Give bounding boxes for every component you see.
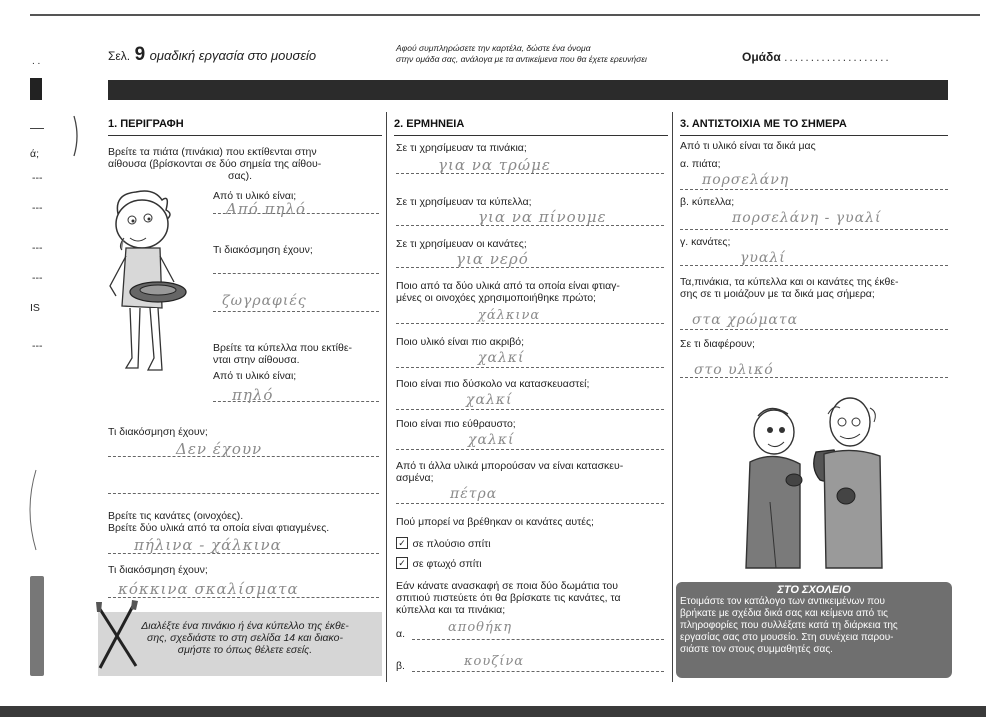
- text-line: σης σε τι μοιάζουν με τα δικά μας σήμερα;: [680, 288, 875, 300]
- text-line: Ποιο από τα δύο υλικά από τα οποία είναι φτιαγ-: [396, 280, 620, 292]
- s2-label-a: α.: [396, 628, 405, 640]
- text-line: Βρείτε δύο υλικά από τα οποία είναι φτιαγμένες.: [108, 522, 330, 534]
- column-divider: [672, 112, 673, 682]
- s3-a3: στο υλικό: [694, 362, 774, 378]
- checkbox-checked-icon[interactable]: ✓: [396, 557, 408, 569]
- s2-a10a-line[interactable]: [412, 638, 664, 640]
- s2-option-poor[interactable]: [396, 554, 482, 572]
- text-line: εργασίας σας στο μουσείο. Στη συνέχεια παρου-: [680, 632, 894, 643]
- school-box-title: ΣΤΟ ΣΧΟΛΕΙΟ: [777, 584, 851, 596]
- s3-a2: στα χρώματα: [692, 312, 799, 328]
- s2-q2: Σε τι χρησίμευαν τα κύπελλα;: [396, 196, 532, 208]
- s2-a2: για να πίνουμε: [478, 208, 607, 226]
- text-line: Εάν κάνατε ανασκαφή σε ποια δύο δωμάτια του: [396, 580, 619, 592]
- team-dots: ....................: [784, 50, 891, 64]
- page-title: ομαδική εργασία στο μουσείο: [149, 48, 317, 63]
- margin-mark: ---: [32, 202, 43, 214]
- text-line: κύπελλα και τα πινάκια;: [396, 604, 506, 616]
- section2-rule: [394, 135, 668, 136]
- s2-q6: Ποιο είναι πιο δύσκολο να κατασκευαστεί;: [396, 378, 590, 390]
- two-men-pouring-illustration: [730, 392, 900, 568]
- text-line: σης, σχεδιάστε το στη σελίδα 14 και διακο-: [146, 632, 344, 644]
- s1-plates-material-answer: Από πηλό: [226, 200, 306, 218]
- text-line: Από τι άλλα υλικά μπορούσαν να είναι κατασκευ-: [396, 460, 624, 472]
- text-line: σιάστε τον στους συμμαθητές σας.: [680, 644, 833, 655]
- text-line: σπιτιού πιστεύετε ότι θα βρίσκατε τις κανάτες, τα: [396, 592, 621, 604]
- text-line: σας).: [228, 170, 253, 182]
- school-box: [676, 582, 952, 678]
- margin-mark: ---: [32, 272, 43, 284]
- s2-a3: για νερό: [456, 250, 529, 268]
- margin-gray-tab: [30, 576, 44, 676]
- s2-option-rich[interactable]: [396, 534, 491, 552]
- s3-a-cups-line[interactable]: [680, 228, 948, 230]
- s2-a6-line[interactable]: [396, 408, 664, 410]
- binding-curve: [24, 470, 40, 550]
- s3-q-plates: α. πιάτα;: [680, 158, 721, 170]
- team-label: Ομάδα: [742, 50, 781, 64]
- option-label: σε φτωχό σπίτι: [412, 558, 482, 570]
- s3-q3: Σε τι διαφέρουν;: [680, 338, 755, 350]
- instructions-line: στην ομάδα σας, ανάλογα με τα αντικείμενα που θα έχετε ερευνήσει: [396, 54, 647, 64]
- s1-cups-decoration-answer: Δεν έχουν: [176, 440, 263, 458]
- s1-cups-decoration-question: Τι διακόσμηση έχουν;: [108, 426, 208, 438]
- margin-dots: . .: [32, 56, 41, 67]
- page-number: 9: [134, 44, 146, 65]
- instructions-line: Αφού συμπληρώσετε την καρτέλα, δώστε ένα όνομα: [396, 43, 591, 53]
- s2-a10b-line[interactable]: [412, 670, 664, 672]
- s3-a-cups: πορσελάνη - γυαλί: [732, 210, 882, 226]
- s1-jugs-decoration-question: Τι διακόσμηση έχουν;: [108, 564, 208, 576]
- text-line: βρήκατε με σχέδια δικά σας και κείμενα από τις: [680, 608, 888, 619]
- s2-a8-line[interactable]: [396, 502, 664, 504]
- s1-plates-decoration-answer: ζωγραφιές: [222, 293, 307, 309]
- text-line: νται στην αίθουσα.: [213, 354, 300, 366]
- section3-title: 3. ΑΝΤΙΣΤΟΙΧΙΑ ΜΕ ΤΟ ΣΗΜΕΡΑ: [680, 118, 847, 130]
- text-line: Βρείτε τα πιάτα (πινάκια) που εκτίθενται στην: [108, 146, 317, 158]
- text-line: αίθουσα (βρίσκονται σε δύο σημεία της αίθου-: [108, 158, 322, 170]
- text-line: πληροφορίες που συλλέξατε κατά τη διάρκεια της: [680, 620, 898, 631]
- margin-mark: ---: [32, 340, 43, 352]
- s2-q5: Ποιο υλικό είναι πιο ακριβό;: [396, 336, 525, 348]
- s1-jugs-materials-answer: πήλινα - χάλκινα: [134, 536, 282, 554]
- s1-cups-question: [213, 342, 352, 366]
- s2-a4: χάλκινα: [478, 308, 541, 323]
- s2-a7: χαλκί: [468, 432, 515, 448]
- boy-with-plate-illustration: [96, 186, 208, 382]
- s1-plates-decoration-line2[interactable]: [213, 310, 379, 312]
- margin-block-top: [30, 78, 42, 100]
- s3-q2: [680, 276, 899, 300]
- s2-q7: Ποιο είναι πιο εύθραυστο;: [396, 418, 516, 430]
- s2-a7-line[interactable]: [396, 448, 664, 450]
- s3-a-plates: πορσελάνη: [702, 172, 790, 188]
- header-bar: [108, 80, 948, 100]
- school-box-text: [676, 596, 952, 656]
- margin-mark: IS: [30, 302, 40, 314]
- s1-note-text: [114, 620, 376, 656]
- margin-mark: ---: [32, 242, 43, 254]
- text-line: Ετοιμάστε τον κατάλογο των αντικειμένων που: [680, 596, 885, 607]
- s1-plates-material-question: Από τι υλικό είναι;: [213, 190, 297, 202]
- top-rule: [30, 14, 980, 16]
- column-divider: [386, 112, 387, 682]
- s2-a10b: κουζίνα: [464, 654, 525, 669]
- s1-jugs-decoration-answer: κόκκινα σκαλίσματα: [118, 580, 299, 598]
- s3-a-jugs-line[interactable]: [680, 264, 948, 266]
- s3-q-cups: β. κύπελλα;: [680, 196, 735, 208]
- page-label: Σελ.: [108, 49, 131, 63]
- s3-q-jugs: γ. κανάτες;: [680, 236, 731, 248]
- s1-plates-question: [108, 146, 383, 182]
- s1-plates-decoration-question: Τι διακόσμηση έχουν;: [213, 244, 313, 256]
- s1-cups-material-answer: πηλό: [232, 386, 274, 404]
- text-line: ασμένα;: [396, 472, 434, 484]
- margin-mark: ---: [32, 172, 43, 184]
- text-line: Τα,πινάκια, τα κύπελλα και οι κανάτες της έκθε-: [680, 276, 899, 288]
- scan-bottom-edge: [0, 706, 986, 717]
- section2-title: 2. ΕΡΜΗΝΕΙΑ: [394, 118, 465, 130]
- s2-q4: [396, 280, 620, 304]
- section1-title: 1. ΠΕΡΙΓΡΑΦΗ: [108, 118, 184, 130]
- s2-a8: πέτρα: [450, 486, 498, 502]
- s2-q3: Σε τι χρησίμευαν οι κανάτες;: [396, 238, 527, 250]
- s3-q1: Από τι υλικό είναι τα δικά μας: [680, 140, 816, 152]
- text-line: Βρείτε τις κανάτες (οινοχόες).: [108, 510, 244, 522]
- s3-a-jugs: γυαλί: [740, 250, 786, 266]
- s2-label-b: β.: [396, 660, 405, 672]
- margin-dash: [30, 128, 44, 129]
- s2-a5-line[interactable]: [396, 366, 664, 368]
- s2-a10a: αποθήκη: [448, 620, 513, 635]
- text-line: σμήστε το όπως θέλετε εσείς.: [177, 644, 313, 656]
- team-field[interactable]: [742, 50, 891, 64]
- s1-plates-decoration-line1[interactable]: [213, 272, 379, 274]
- s1-cups-material-question: Από τι υλικό είναι;: [213, 370, 297, 382]
- section3-rule: [680, 135, 948, 136]
- s2-q8: [396, 460, 623, 484]
- s3-a2-line[interactable]: [680, 328, 948, 330]
- text-line: μένες οι οινοχόες χρησιμοποιήθηκε πρώτο;: [396, 292, 596, 304]
- section1-rule: [108, 135, 382, 136]
- binding-bracket: [72, 116, 82, 156]
- text-line: Βρείτε τα κύπελλα που εκτίθε-: [213, 342, 352, 354]
- s2-a3-line[interactable]: [396, 266, 664, 268]
- s2-a6: χαλκί: [466, 392, 513, 408]
- s1-cups-decoration-line2[interactable]: [108, 492, 379, 494]
- text-line: Διαλέξτε ένα πινάκιο ή ένα κύπελλο της έκθε-: [141, 620, 349, 632]
- checkbox-checked-icon[interactable]: ✓: [396, 537, 408, 549]
- margin-mark: ά;: [30, 148, 39, 160]
- s2-a5: χαλκί: [478, 350, 525, 366]
- s3-a-plates-line[interactable]: [680, 188, 948, 190]
- s2-q10: [396, 580, 621, 616]
- s2-a1: για να τρώμε: [438, 156, 551, 174]
- option-label: σε πλούσιο σπίτι: [412, 538, 491, 550]
- s2-q9: Πού μπορεί να βρέθηκαν οι κανάτες αυτές;: [396, 516, 594, 528]
- page-header: [108, 44, 316, 68]
- header-instructions: [396, 43, 647, 65]
- s1-jugs-question: [108, 510, 329, 534]
- s2-q1: Σε τι χρησίμευαν τα πινάκια;: [396, 142, 527, 154]
